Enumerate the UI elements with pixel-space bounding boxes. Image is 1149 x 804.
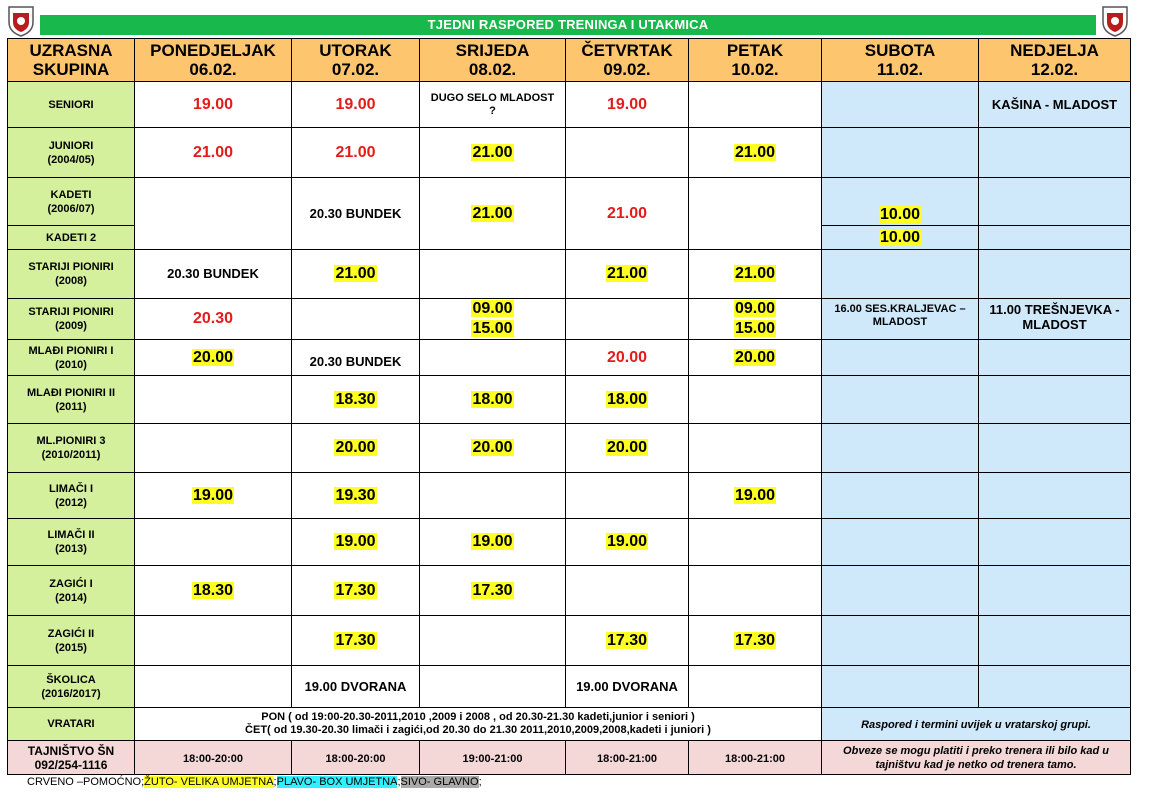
row-tajnistvo — [8, 741, 1131, 775]
header-row — [8, 39, 1131, 82]
session-time: 21.00 — [472, 143, 513, 161]
empty-cell — [979, 616, 1131, 666]
group-label: SENIORI — [8, 82, 135, 128]
session-time: 17.30 — [734, 631, 776, 649]
session-time: 10.00 — [879, 206, 921, 223]
payment-note: Obveze se mogu platiti i preko trenera ili bilo kad u tajništvu kad je netko od trenera tamo. — [843, 744, 1109, 771]
session-time: 21.00 — [734, 265, 776, 282]
session-time: 17.30 — [606, 631, 648, 649]
goalkeeper-note: Raspored i termini uvijek u vratarskoj grupi. — [861, 719, 1091, 731]
session-time: 10.00 — [879, 228, 921, 246]
group-label: LIMAČI II (2013) — [8, 519, 135, 566]
empty-cell — [979, 519, 1131, 566]
empty-cell — [566, 473, 689, 519]
group-label: MLAĐI PIONIRI I (2010) — [8, 340, 135, 376]
session-time: 20.00 — [192, 348, 234, 366]
office-hours: 18:00-21:00 — [725, 752, 785, 765]
session-time: 19.00 — [335, 533, 376, 550]
row-seniori — [8, 82, 1131, 128]
club-logo-right — [1100, 4, 1130, 38]
row-stariji-2008 — [8, 250, 1131, 299]
session-time: 19.00 — [192, 95, 234, 113]
session-time: 21.00 — [335, 143, 376, 161]
session-time: 20.30 BUNDEK — [309, 205, 402, 221]
empty-cell — [292, 299, 420, 340]
session-time: 19.00 — [335, 95, 376, 113]
row-skolica — [8, 666, 1131, 708]
office-hours: 19:00-21:00 — [462, 752, 523, 765]
empty-cell — [135, 519, 292, 566]
empty-cell — [822, 128, 979, 178]
group-label: KADETI 2 — [8, 226, 135, 250]
group-label: STARIJI PIONIRI (2009) — [8, 299, 135, 340]
club-logo-left — [6, 4, 36, 38]
empty-cell — [689, 666, 822, 708]
row-limaci-1 — [8, 473, 1131, 519]
group-label: ML.PIONIRI 3 (2010/2011) — [8, 424, 135, 473]
session-time: 17.30 — [335, 631, 376, 649]
row-juniori — [8, 128, 1131, 178]
session-time: 19.00 DVORANA — [304, 678, 407, 694]
row-kadeti — [8, 178, 1131, 226]
empty-cell — [979, 376, 1131, 424]
empty-cell — [689, 424, 822, 473]
session-time: 18.30 — [335, 390, 376, 408]
match-info: KAŠINA - MLADOST — [991, 96, 1118, 112]
group-label: ZAGIĆI II (2015) — [8, 616, 135, 666]
empty-cell — [822, 340, 979, 376]
empty-cell — [822, 82, 979, 128]
session-time: 20.00 — [734, 348, 776, 366]
header-day-fri: PETAK 10.02. — [689, 39, 822, 82]
legend-red: CRVENO –POMOĆNO; — [27, 776, 145, 788]
session-time: 19.00 DVORANA — [576, 678, 678, 694]
session-time: 09.00 — [734, 300, 776, 317]
empty-cell — [979, 178, 1131, 226]
empty-cell — [979, 666, 1131, 708]
empty-cell — [822, 519, 979, 566]
empty-cell — [689, 566, 822, 616]
header-day-sun: NEDJELJA 12.02. — [979, 39, 1131, 82]
session-time: 20.30 BUNDEK — [167, 266, 259, 281]
legend-blue-word: PLAVO — [276, 776, 313, 788]
session-time: 21.00 — [606, 265, 648, 282]
row-limaci-2 — [8, 519, 1131, 566]
empty-cell — [420, 616, 566, 666]
session-time: 15.00 — [734, 320, 776, 337]
empty-cell — [979, 473, 1131, 519]
session-time: 20.00 — [606, 439, 648, 456]
row-vratari — [8, 708, 1131, 741]
schedule-title: TJEDNI RASPORED TRENINGA I UTAKMICA — [40, 15, 1096, 35]
session-time: 20.30 — [192, 310, 234, 327]
empty-cell — [566, 128, 689, 178]
legend-gray-text: - GLAVNO — [426, 776, 479, 788]
session-time: 17.30 — [335, 581, 376, 599]
session-time: 19.00 — [606, 95, 648, 113]
goalkeeper-schedule: PON ( od 19:00-20.30-2011,2010 ,2009 i 2008 , od 20.30-21.30 kadeti,junior i seniori ) ČET( od 19.30-20.30 limači i zagići,od 20.30 do 21.30 2011,2010,2009,2008,kadeti i juniori ) — [245, 711, 711, 736]
group-label: ŠKOLICA (2016/2017) — [8, 666, 135, 708]
empty-cell — [822, 376, 979, 424]
group-label: ZAGIĆI I (2014) — [8, 566, 135, 616]
empty-cell — [135, 666, 292, 708]
office-label: TAJNIŠTVO ŠN 092/254-1116 — [8, 741, 135, 775]
empty-cell — [420, 666, 566, 708]
session-time: 09.00 — [472, 300, 513, 317]
group-label: JUNIORI (2004/05) — [8, 128, 135, 178]
session-time: 21.00 — [606, 204, 648, 222]
empty-cell — [822, 250, 979, 299]
legend-yellow-text: - VELIKA UMJETNA — [173, 776, 274, 788]
session-time: 21.00 — [734, 143, 776, 161]
schedule-table — [7, 38, 1131, 775]
session-time: 20.00 — [606, 348, 648, 366]
session-time: 19.30 — [335, 486, 376, 504]
empty-cell — [822, 566, 979, 616]
office-hours: 18:00-20:00 — [183, 752, 243, 765]
header-day-tue: UTORAK 07.02. — [292, 39, 420, 82]
session-time: 20.00 — [472, 439, 513, 456]
row-mladji-1 — [8, 340, 1131, 376]
session-time: 21.00 — [335, 265, 376, 282]
empty-cell — [689, 178, 822, 250]
empty-cell — [822, 424, 979, 473]
group-label: VRATARI — [8, 708, 135, 741]
empty-cell — [420, 340, 566, 376]
match-info: 11.00 TREŠNJEVKA - MLADOST — [989, 302, 1120, 332]
legend-gray-word: SIVO — [400, 776, 427, 788]
header-day-wed: SRIJEDA 08.02. — [420, 39, 566, 82]
session-time: 19.00 — [606, 533, 648, 550]
empty-cell — [822, 473, 979, 519]
empty-cell — [689, 519, 822, 566]
office-hours: 18:00-21:00 — [597, 752, 657, 765]
empty-cell — [135, 424, 292, 473]
empty-cell — [420, 250, 566, 299]
session-time: 19.00 — [472, 533, 513, 550]
empty-cell — [979, 340, 1131, 376]
session-time: 18.00 — [472, 390, 513, 408]
empty-cell — [979, 128, 1131, 178]
match-info: 16.00 SES.KRALJEVAC – MLADOST — [834, 303, 966, 328]
group-label: MLAĐI PIONIRI II (2011) — [8, 376, 135, 424]
group-label: STARIJI PIONIRI (2008) — [8, 250, 135, 299]
session-time: 19.00 — [734, 486, 776, 504]
empty-cell — [979, 424, 1131, 473]
empty-cell — [135, 178, 292, 250]
group-label: LIMAČI I (2012) — [8, 473, 135, 519]
group-label: KADETI (2006/07) — [8, 178, 135, 226]
session-time: 17.30 — [472, 581, 513, 599]
header-day-thu: ČETVRTAK 09.02. — [566, 39, 689, 82]
session-time: 21.00 — [192, 143, 234, 161]
match-info: DUGO SELO MLADOST ? — [430, 91, 555, 117]
session-time: 18.30 — [192, 581, 234, 599]
empty-cell — [566, 566, 689, 616]
legend-blue-text: - BOX UMJETNA — [312, 776, 398, 788]
empty-cell — [135, 616, 292, 666]
session-time: 20.30 BUNDEK — [309, 354, 402, 369]
empty-cell — [689, 82, 822, 128]
empty-cell — [979, 226, 1131, 250]
header-day-mon: PONEDJELJAK 06.02. — [135, 39, 292, 82]
session-time: 15.00 — [472, 320, 513, 337]
session-time: 20.00 — [335, 439, 376, 456]
office-hours: 18:00-20:00 — [325, 752, 386, 765]
row-zagici-2 — [8, 616, 1131, 666]
row-mlpioniri-3 — [8, 424, 1131, 473]
empty-cell — [979, 566, 1131, 616]
header-group: UZRASNA SKUPINA — [8, 39, 135, 82]
empty-cell — [566, 299, 689, 340]
empty-cell — [822, 666, 979, 708]
empty-cell — [979, 250, 1131, 299]
session-time: 18.00 — [606, 390, 648, 408]
legend-yellow-word: ŽUTO — [144, 776, 174, 788]
empty-cell — [420, 473, 566, 519]
empty-cell — [822, 616, 979, 666]
header-day-sat: SUBOTA 11.02. — [822, 39, 979, 82]
empty-cell — [689, 376, 822, 424]
session-time: 21.00 — [472, 204, 513, 222]
session-time: 19.00 — [192, 486, 234, 504]
row-zagici-1 — [8, 566, 1131, 616]
row-stariji-2009 — [8, 299, 1131, 340]
color-legend: CRVENO –POMOĆNO;ŽUTO- VELIKA UMJETNA;PLAVO- BOX UMJETNA;SIVO- GLAVNO; — [27, 776, 482, 788]
row-mladji-2 — [8, 376, 1131, 424]
empty-cell — [135, 376, 292, 424]
